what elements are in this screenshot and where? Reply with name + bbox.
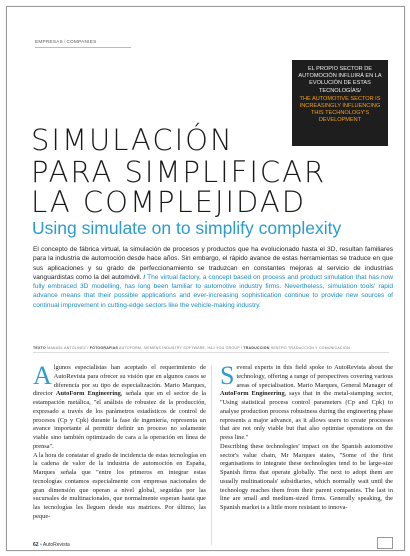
page-number: 62: [33, 542, 39, 548]
body-en-p2: Describing these technologies' impact on the Spanish automotive sector's value chain, Mr Marques states, "Some of the first organisations to integrate these technologies tend to be large-size Spanish firms that operate globally. The next to adopt them are usually multinationals' subsidiaries, which normally wait until the technology reaches them from their parent companies. The last in line are small and medium-sized firms. Generally speaking, the Spanish market is a little more resistant to innova-: [220, 442, 393, 511]
section-name-en: COMPANIES: [66, 39, 97, 44]
section-rule: [35, 47, 131, 48]
credit-translation: SENTRO TRADUCCIÓN Y COMUNICACIÓN: [270, 346, 350, 350]
pullquote-box: [292, 60, 388, 146]
section-tag: [35, 39, 96, 44]
footer-separator: •: [39, 542, 42, 548]
body-es-p1-a: lgunos especialistas han aceptado el requerimiento de AutoRevista para ofrecer su visión que en algunos casos se diferencia por su tipo de especialización. Mario Marques, director: [33, 364, 206, 398]
intro-spanish: El concepto de fábrica virtual, la simulación de procesos y productos que ha evolucionado hasta el 3D, resultan familiares para la industria de automoción desde hace años. Sin embargo, el rápido avance de estas herramientas se traduce en que sus aplicaciones y su grado de perfeccionamiento se traduzcan en constantes mejoras al servicio de industrias vanguardistas como la del automóvil.: [33, 246, 393, 281]
credit-text-label: TEXTO: [33, 346, 46, 350]
section-name: EMPRESAS: [35, 39, 63, 44]
credits-line: TEXTO MANUEL ANTOLINEZ / FOTOGRAFÍAS AUTOFORM, SIEMENS INDUSTRY SOFTWARE, H&J YOU GROUP / TRADUCCIÓN SENTRO TRADUCCIÓN Y COMUNICACIÓN: [33, 346, 389, 353]
column-divider: [211, 365, 212, 545]
intro-english: The virtual factory, a concept based on process and product simulation that has now fully embraced 3D modelling, has long been familiar to automotive industry firms. Nevertheless, simulation tools' rapid advance means that their possible applications and ever-increasing sophistication continue to provide new sources of continual improvement in cutting-edge sectors like the vehicle-making industry.: [33, 273, 394, 309]
body-en-p1-b: , says that in the metal-stamping sector, "Using statistical process control parameters (Cp and Cpk) to analyse production process robustness during the engineering phase represents a major advance, as it allows users to create processes that are not only viable but that also optimise operations on the press line.": [220, 390, 393, 441]
body-column-english: [220, 361, 393, 513]
body-en-p1-a: everal experts in this field spoke to AutoRevista about the technology, offering a range of perspectives covering various areas of specialisation. Mario Marques, General Manager of: [236, 364, 393, 389]
page-footer: [33, 542, 70, 548]
body-en-company: AutoForm Engineering: [220, 390, 285, 398]
dropcap-english: S: [220, 361, 235, 390]
headline-line-3: LA COMPLEJIDAD: [31, 185, 307, 219]
headline-line-1: SIMULACIÓN: [31, 123, 234, 157]
credit-author: MANUEL ANTOLINEZ: [47, 346, 87, 350]
headline-line-2: PARA SIMPLIFICAR: [31, 155, 327, 189]
pullquote-english: THE AUTOMOTIVE SECTOR IS INCREASINGLY INFLUENCING THIS TECHNOLOGY'S DEVELOPMENT: [299, 95, 381, 124]
subheadline: Using simulate on to simplify complexity: [32, 218, 342, 238]
body-es-company: AutoForm Engineering: [55, 390, 121, 398]
magazine-name: AutoRevista: [42, 542, 70, 548]
body-es-p2: A la hora de constatar el grado de incidencia de estas tecnologías en la cadena de valor de la industria de automoción en España, Marques señala que "entre los primeros en integrar estas tecnologías contamos especialmente con empresas nacionales de gran dimensión que operan a nivel global, seguidas por las sucursales de multinacionales, que normalmente esperan hasta que las tecnologías les lleguen desde sus matrices. Por último, las peque-: [33, 451, 206, 520]
magazine-page: [6, 6, 405, 551]
credit-photo-label: FOTOGRAFÍAS: [89, 346, 118, 350]
section-separator: /: [63, 39, 66, 44]
intro-slash: /: [143, 273, 146, 281]
footer-marker: [377, 537, 393, 549]
credit-translation-label: TRADUCCIÓN: [243, 346, 270, 350]
dropcap-spanish: A: [33, 361, 52, 390]
credit-photo: AUTOFORM, SIEMENS INDUSTRY SOFTWARE, H&J YOU GROUP: [118, 346, 240, 350]
body-column-spanish: [33, 361, 207, 522]
intro-paragraph: [33, 245, 393, 310]
body-es-p1-b: , señala que en el sector de la estampación metálica, "el análisis de robustez de la producción, expresado a través de los parámetros estadísticos de control de procesos (Cp y Cpk) durante la fase de ingeniería, representa un avance importante al permitir definir un proceso no solamente viable sino también optimizado de cara a la operación en línea de prensa".: [33, 390, 207, 450]
pullquote-spanish: EL PROPIO SECTOR DE AUTOMOCIÓN INFLUIRÁ EN LA EVOLUCIÓN DE ESTAS TECNOLOGÍAS/: [298, 66, 382, 94]
